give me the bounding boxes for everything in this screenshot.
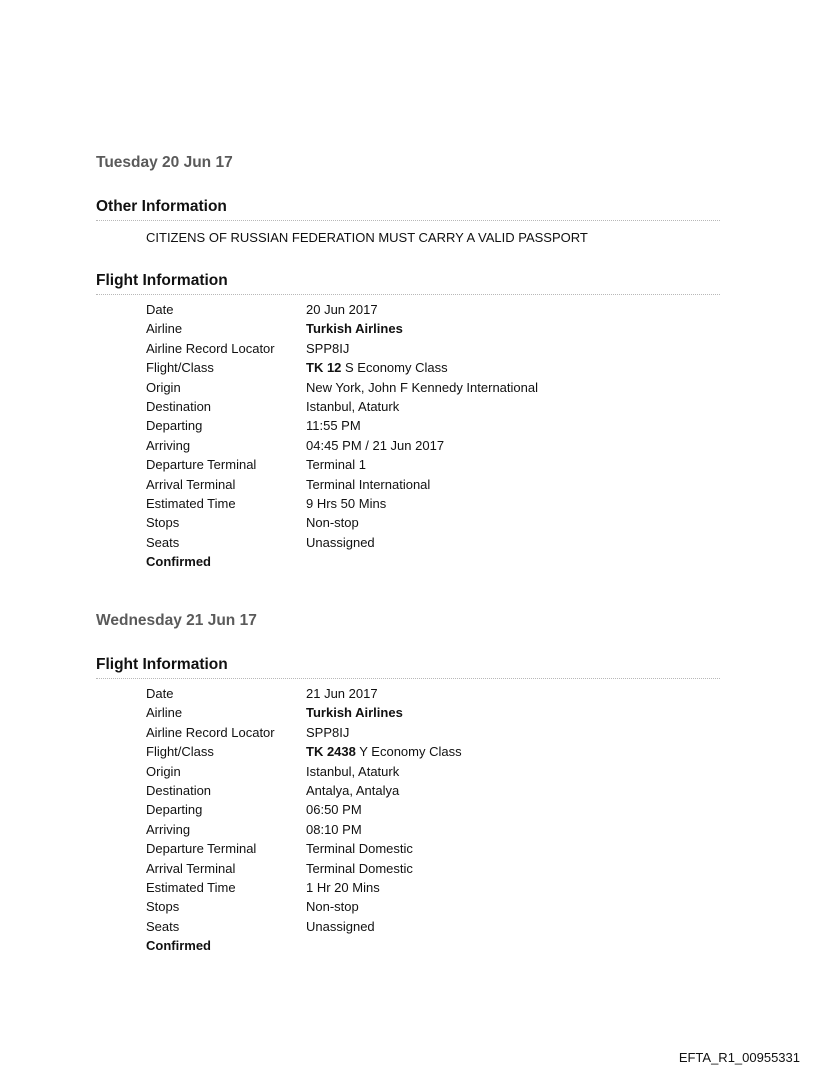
row-stops — [146, 513, 666, 532]
section-title: Flight Information — [96, 656, 228, 673]
row-locator — [146, 723, 666, 742]
label: Airline Record Locator — [146, 340, 275, 356]
row-estimated-time — [146, 494, 666, 513]
label: Stops — [146, 515, 180, 531]
value: New York, John F Kennedy International — [306, 379, 538, 395]
row-seats — [146, 533, 666, 552]
row-arrival-terminal — [146, 859, 666, 878]
value: Istanbul, Ataturk — [306, 763, 400, 779]
row-destination — [146, 397, 666, 416]
flight-number: TK 2438 — [306, 744, 356, 760]
flight-number: TK 12 — [306, 360, 342, 376]
row-seats — [146, 917, 666, 936]
label: Airline Record Locator — [146, 724, 275, 740]
section-title: Other Information — [96, 198, 227, 215]
label: Arrival Terminal — [146, 860, 236, 876]
label: Origin — [146, 379, 181, 395]
value: 11:55 PM — [306, 418, 361, 434]
value: Non-stop — [306, 899, 359, 915]
flight-information-section — [96, 272, 720, 295]
label: Date — [146, 302, 174, 317]
label: Destination — [146, 782, 212, 798]
row-departing — [146, 800, 666, 819]
value — [306, 742, 462, 761]
value: Istanbul, Ataturk — [306, 398, 400, 414]
value — [306, 319, 403, 338]
class: S Economy Class — [341, 360, 448, 376]
flight-details — [146, 684, 666, 936]
row-date — [146, 300, 666, 319]
value — [306, 703, 403, 722]
value — [306, 358, 448, 377]
flight-information-section — [96, 656, 720, 679]
row-stops — [146, 897, 666, 916]
label: Origin — [146, 763, 181, 779]
value: Terminal Domestic — [306, 841, 413, 857]
label: Estimated Time — [146, 495, 236, 511]
value: 1 Hr 20 Mins — [306, 879, 380, 895]
row-airline — [146, 319, 666, 338]
other-information-section — [96, 198, 720, 221]
status-confirmed: Confirmed — [146, 938, 211, 953]
row-arriving — [146, 820, 666, 839]
value: Terminal Domestic — [306, 860, 413, 876]
label: Departure Terminal — [146, 841, 257, 857]
other-information-text: CITIZENS OF RUSSIAN FEDERATION MUST CARRY A VALID PASSPORT — [146, 230, 588, 245]
label: Departure Terminal — [146, 457, 257, 473]
row-flight-class — [146, 358, 666, 377]
row-origin — [146, 762, 666, 781]
row-departing — [146, 416, 666, 435]
value: 20 Jun 2017 — [306, 302, 378, 317]
row-arriving — [146, 436, 666, 455]
label: Seats — [146, 534, 180, 550]
value: 21 Jun 2017 — [306, 686, 378, 701]
label: Airline — [146, 321, 183, 337]
value: Terminal International — [306, 476, 431, 492]
label: Arrival Terminal — [146, 476, 236, 492]
row-origin — [146, 378, 666, 397]
row-departure-terminal — [146, 455, 666, 474]
value: Non-stop — [306, 515, 359, 531]
label: Flight/Class — [146, 744, 214, 760]
value: Unassigned — [306, 534, 375, 550]
value: Unassigned — [306, 918, 375, 934]
value: 08:10 PM — [306, 821, 362, 837]
day-heading: Wednesday 21 Jun 17 — [96, 612, 257, 629]
label: Destination — [146, 398, 212, 414]
label: Departing — [146, 802, 203, 818]
value: SPP8IJ — [306, 724, 350, 740]
flight-details — [146, 300, 666, 552]
label: Seats — [146, 918, 180, 934]
row-flight-class — [146, 742, 666, 761]
label: Airline — [146, 705, 183, 721]
label: Stops — [146, 899, 180, 915]
airline-name: Turkish Airlines — [306, 705, 403, 721]
label: Date — [146, 686, 174, 701]
row-locator — [146, 339, 666, 358]
label: Estimated Time — [146, 879, 236, 895]
section-title: Flight Information — [96, 272, 228, 289]
value: Antalya, Antalya — [306, 782, 400, 798]
label: Arriving — [146, 821, 191, 837]
label: Flight/Class — [146, 360, 214, 376]
class: Y Economy Class — [355, 744, 462, 760]
row-estimated-time — [146, 878, 666, 897]
day-heading: Tuesday 20 Jun 17 — [96, 154, 233, 171]
label: Arriving — [146, 437, 191, 453]
value: Terminal 1 — [306, 457, 366, 473]
value: SPP8IJ — [306, 340, 350, 356]
row-airline — [146, 703, 666, 722]
row-date — [146, 684, 666, 703]
document-id: EFTA_R1_00955331 — [678, 1050, 800, 1065]
row-departure-terminal — [146, 839, 666, 858]
value: 04:45 PM / 21 Jun 2017 — [306, 437, 445, 453]
value: 06:50 PM — [306, 802, 362, 818]
label: Departing — [146, 418, 203, 434]
value: 9 Hrs 50 Mins — [306, 495, 387, 511]
status-confirmed: Confirmed — [146, 554, 211, 569]
row-arrival-terminal — [146, 475, 666, 494]
row-destination — [146, 781, 666, 800]
airline-name: Turkish Airlines — [306, 321, 403, 337]
